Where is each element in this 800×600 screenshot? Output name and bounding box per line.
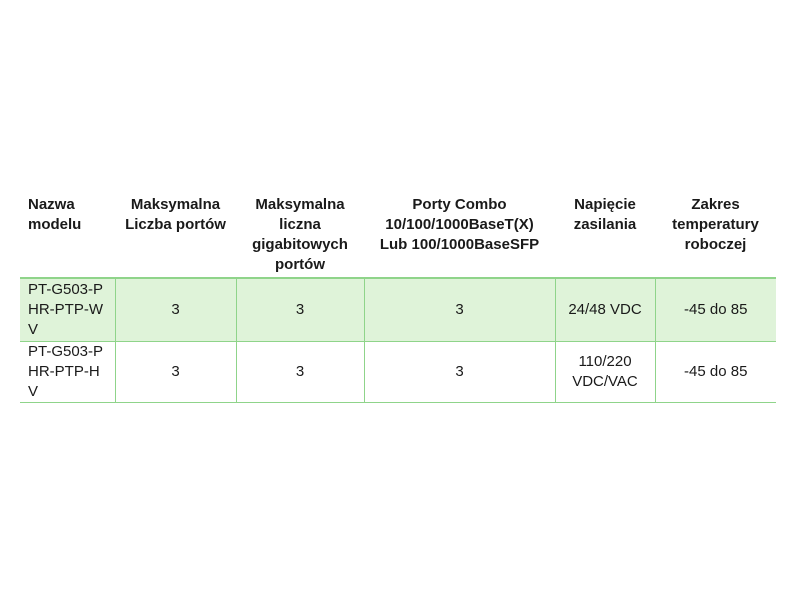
cell-max-gigabit-ports: 3 <box>236 342 364 403</box>
header-max-gigabit-ports: Maksymalna liczna gigabitowych portów <box>236 191 364 278</box>
spec-table <box>20 191 776 403</box>
cell-combo-ports: 3 <box>364 278 555 342</box>
model-name-text: PT-G503-PHR-PTP-WV <box>28 281 104 338</box>
table-row <box>20 342 776 403</box>
table-row <box>20 278 776 342</box>
header-max-ports: Maksymalna Liczba portów <box>115 191 236 278</box>
model-name-text: PT-G503-PHR-PTP-HV <box>28 343 104 400</box>
table-header-row <box>20 191 776 278</box>
cell-temperature-range: -45 do 85 <box>655 342 776 403</box>
header-supply-voltage: Napięcie zasilania <box>555 191 655 278</box>
cell-model-name <box>20 278 115 342</box>
header-model-name: Nazwa modelu <box>20 191 115 278</box>
cell-max-ports: 3 <box>115 342 236 403</box>
supply-voltage-text: 110/220 VDC/VAC <box>572 353 638 390</box>
cell-supply-voltage: 24/48 VDC <box>555 278 655 342</box>
cell-supply-voltage <box>555 342 655 403</box>
cell-temperature-range: -45 do 85 <box>655 278 776 342</box>
header-temperature-range: Zakres temperatury roboczej <box>655 191 776 278</box>
cell-model-name <box>20 342 115 403</box>
cell-combo-ports: 3 <box>364 342 555 403</box>
cell-max-gigabit-ports: 3 <box>236 278 364 342</box>
cell-max-ports: 3 <box>115 278 236 342</box>
header-combo-ports: Porty Combo 10/100/1000BaseT(X) Lub 100/1000BaseSFP <box>364 191 555 278</box>
